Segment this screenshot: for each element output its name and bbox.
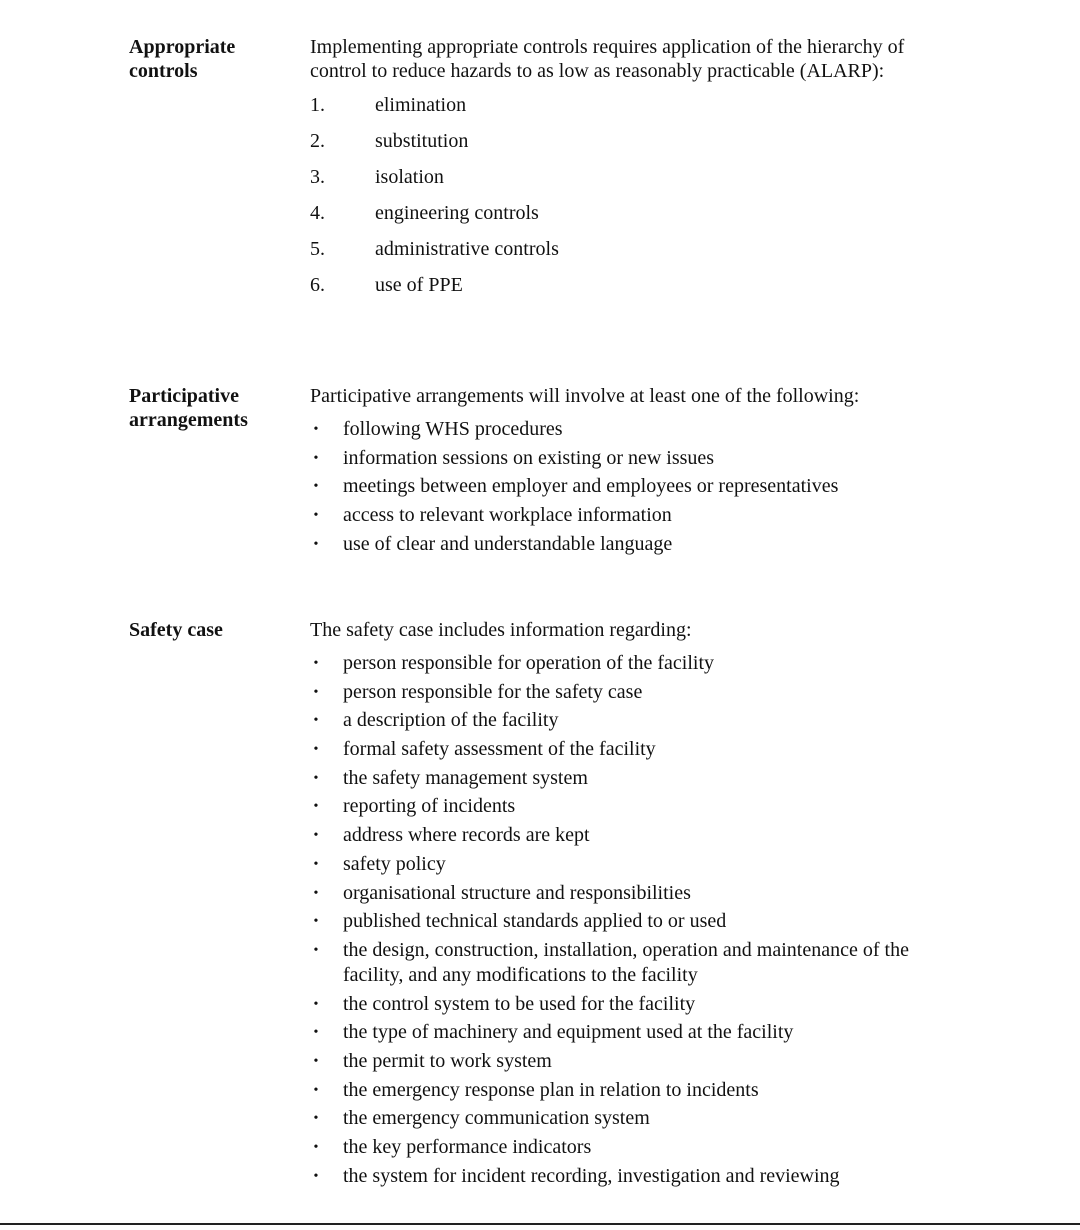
step-text: isolation xyxy=(375,166,444,188)
term-participative-arrangements: Participative arrangements xyxy=(129,385,248,431)
list-item-text: the safety management system xyxy=(343,766,588,789)
list-item xyxy=(310,651,935,676)
bullet-icon: • xyxy=(313,1082,319,1098)
bullet-icon: • xyxy=(313,828,319,844)
list-item-text: information sessions on existing or new issues xyxy=(343,446,715,469)
definition-safety-case xyxy=(310,618,935,1192)
list-item-text: person responsible for operation of the facility xyxy=(343,652,714,674)
intro-participative-arrangements: Participative arrangements will involve at least one of the following: xyxy=(310,385,860,407)
step-text: substitution xyxy=(375,130,469,152)
bullet-icon: • xyxy=(313,422,319,437)
list-item-text: organisational structure and responsibilities xyxy=(343,881,691,904)
step-number: 1. xyxy=(310,94,325,116)
bullet-icon: • xyxy=(313,450,319,466)
step-number: 5. xyxy=(310,238,325,260)
list-item xyxy=(310,1164,935,1189)
bullet-icon: • xyxy=(313,996,319,1012)
step-text: engineering controls xyxy=(375,202,539,224)
bullet-icon: • xyxy=(313,479,319,495)
bullet-icon: • xyxy=(313,1111,319,1127)
list-item-text: the control system to be used for the facility xyxy=(343,992,696,1015)
list-item-text: safety policy xyxy=(343,852,446,875)
step-text: administrative controls xyxy=(375,238,559,260)
list-item xyxy=(310,680,935,705)
bullet-icon: • xyxy=(313,684,319,700)
list-item xyxy=(310,237,935,273)
list-item-text: reporting of incidents xyxy=(343,795,516,818)
list-item xyxy=(310,273,935,309)
list-item-text: a description of the facility xyxy=(343,709,559,732)
list-item xyxy=(310,1135,935,1160)
term-appropriate-controls: Appropriate controls xyxy=(129,36,236,82)
step-text: elimination xyxy=(375,94,467,116)
list-item xyxy=(310,737,935,762)
list-item xyxy=(310,1106,935,1131)
definition-participative-arrangements xyxy=(310,384,935,560)
list-item xyxy=(310,1020,935,1045)
list-item xyxy=(310,446,935,471)
list-item xyxy=(310,881,935,906)
list-item xyxy=(310,129,935,165)
list-item xyxy=(310,766,935,791)
list-item-text: the permit to work system xyxy=(343,1049,552,1072)
list-item xyxy=(310,938,935,988)
list-item-text: the emergency response plan in relation to incidents xyxy=(343,1078,759,1101)
list-item xyxy=(310,794,935,819)
step-number: 2. xyxy=(310,130,325,152)
list-item-text: person responsible for the safety case xyxy=(343,680,643,703)
list-item xyxy=(310,909,935,934)
list-item-text: published technical standards applied to or used xyxy=(343,910,727,933)
list-item xyxy=(310,503,935,528)
step-number: 6. xyxy=(310,274,325,296)
list-item xyxy=(310,474,935,499)
term-safety-case: Safety case xyxy=(129,619,223,641)
list-item-text: formal safety assessment of the facility xyxy=(343,738,656,761)
list-item-text: meetings between employer and employees or representatives xyxy=(343,475,839,498)
bullet-icon: • xyxy=(313,942,319,958)
bullet-icon: • xyxy=(313,1025,319,1041)
list-item xyxy=(310,532,935,557)
bullet-icon: • xyxy=(313,799,319,815)
list-item xyxy=(310,93,935,129)
list-item xyxy=(310,165,935,201)
bullet-icon: • xyxy=(313,914,319,930)
bullet-icon: • xyxy=(313,1053,319,1069)
bullet-icon: • xyxy=(313,742,319,758)
bullet-icon: • xyxy=(313,656,319,671)
list-item xyxy=(310,1049,935,1074)
step-number: 3. xyxy=(310,166,325,188)
bullet-icon: • xyxy=(313,536,319,552)
list-item-text: the system for incident recording, investigation and reviewing xyxy=(343,1164,840,1187)
definition-appropriate-controls xyxy=(310,35,935,309)
page-bottom-border xyxy=(0,1223,1080,1225)
list-item-text: the key performance indicators xyxy=(343,1136,592,1158)
list-item xyxy=(310,1078,935,1103)
list-item xyxy=(310,823,935,848)
list-item-text: the design, construction, installation, operation and maintenance of the facility, and any modifications to the facility xyxy=(343,938,909,986)
intro-appropriate-controls: Implementing appropriate controls requires application of the hierarchy of control to reduce hazards to as low as reasonably practicable (ALARP): xyxy=(310,36,905,82)
step-text: use of PPE xyxy=(375,274,463,296)
list-item-text: following WHS procedures xyxy=(343,418,563,440)
bullet-icon: • xyxy=(313,885,319,901)
list-item xyxy=(310,992,935,1017)
step-number: 4. xyxy=(310,202,325,224)
bullet-icon: • xyxy=(313,1140,319,1155)
bullet-icon: • xyxy=(313,770,319,786)
safety-case-list xyxy=(310,651,935,1189)
bullet-icon: • xyxy=(313,713,319,729)
list-item xyxy=(310,708,935,733)
list-item xyxy=(310,852,935,877)
list-item xyxy=(310,417,935,442)
hierarchy-of-control-list xyxy=(310,93,935,309)
list-item-text: access to relevant workplace information xyxy=(343,504,672,527)
bullet-icon: • xyxy=(313,1168,319,1184)
list-item-text: address where records are kept xyxy=(343,824,590,847)
list-item-text: use of clear and understandable language xyxy=(343,532,673,555)
bullet-icon: • xyxy=(313,508,319,524)
bullet-icon: • xyxy=(313,856,319,872)
participative-arrangements-list xyxy=(310,417,935,557)
list-item xyxy=(310,201,935,237)
list-item-text: the emergency communication system xyxy=(343,1107,650,1130)
intro-safety-case: The safety case includes information regarding: xyxy=(310,619,692,641)
list-item-text: the type of machinery and equipment used at the facility xyxy=(343,1021,794,1044)
